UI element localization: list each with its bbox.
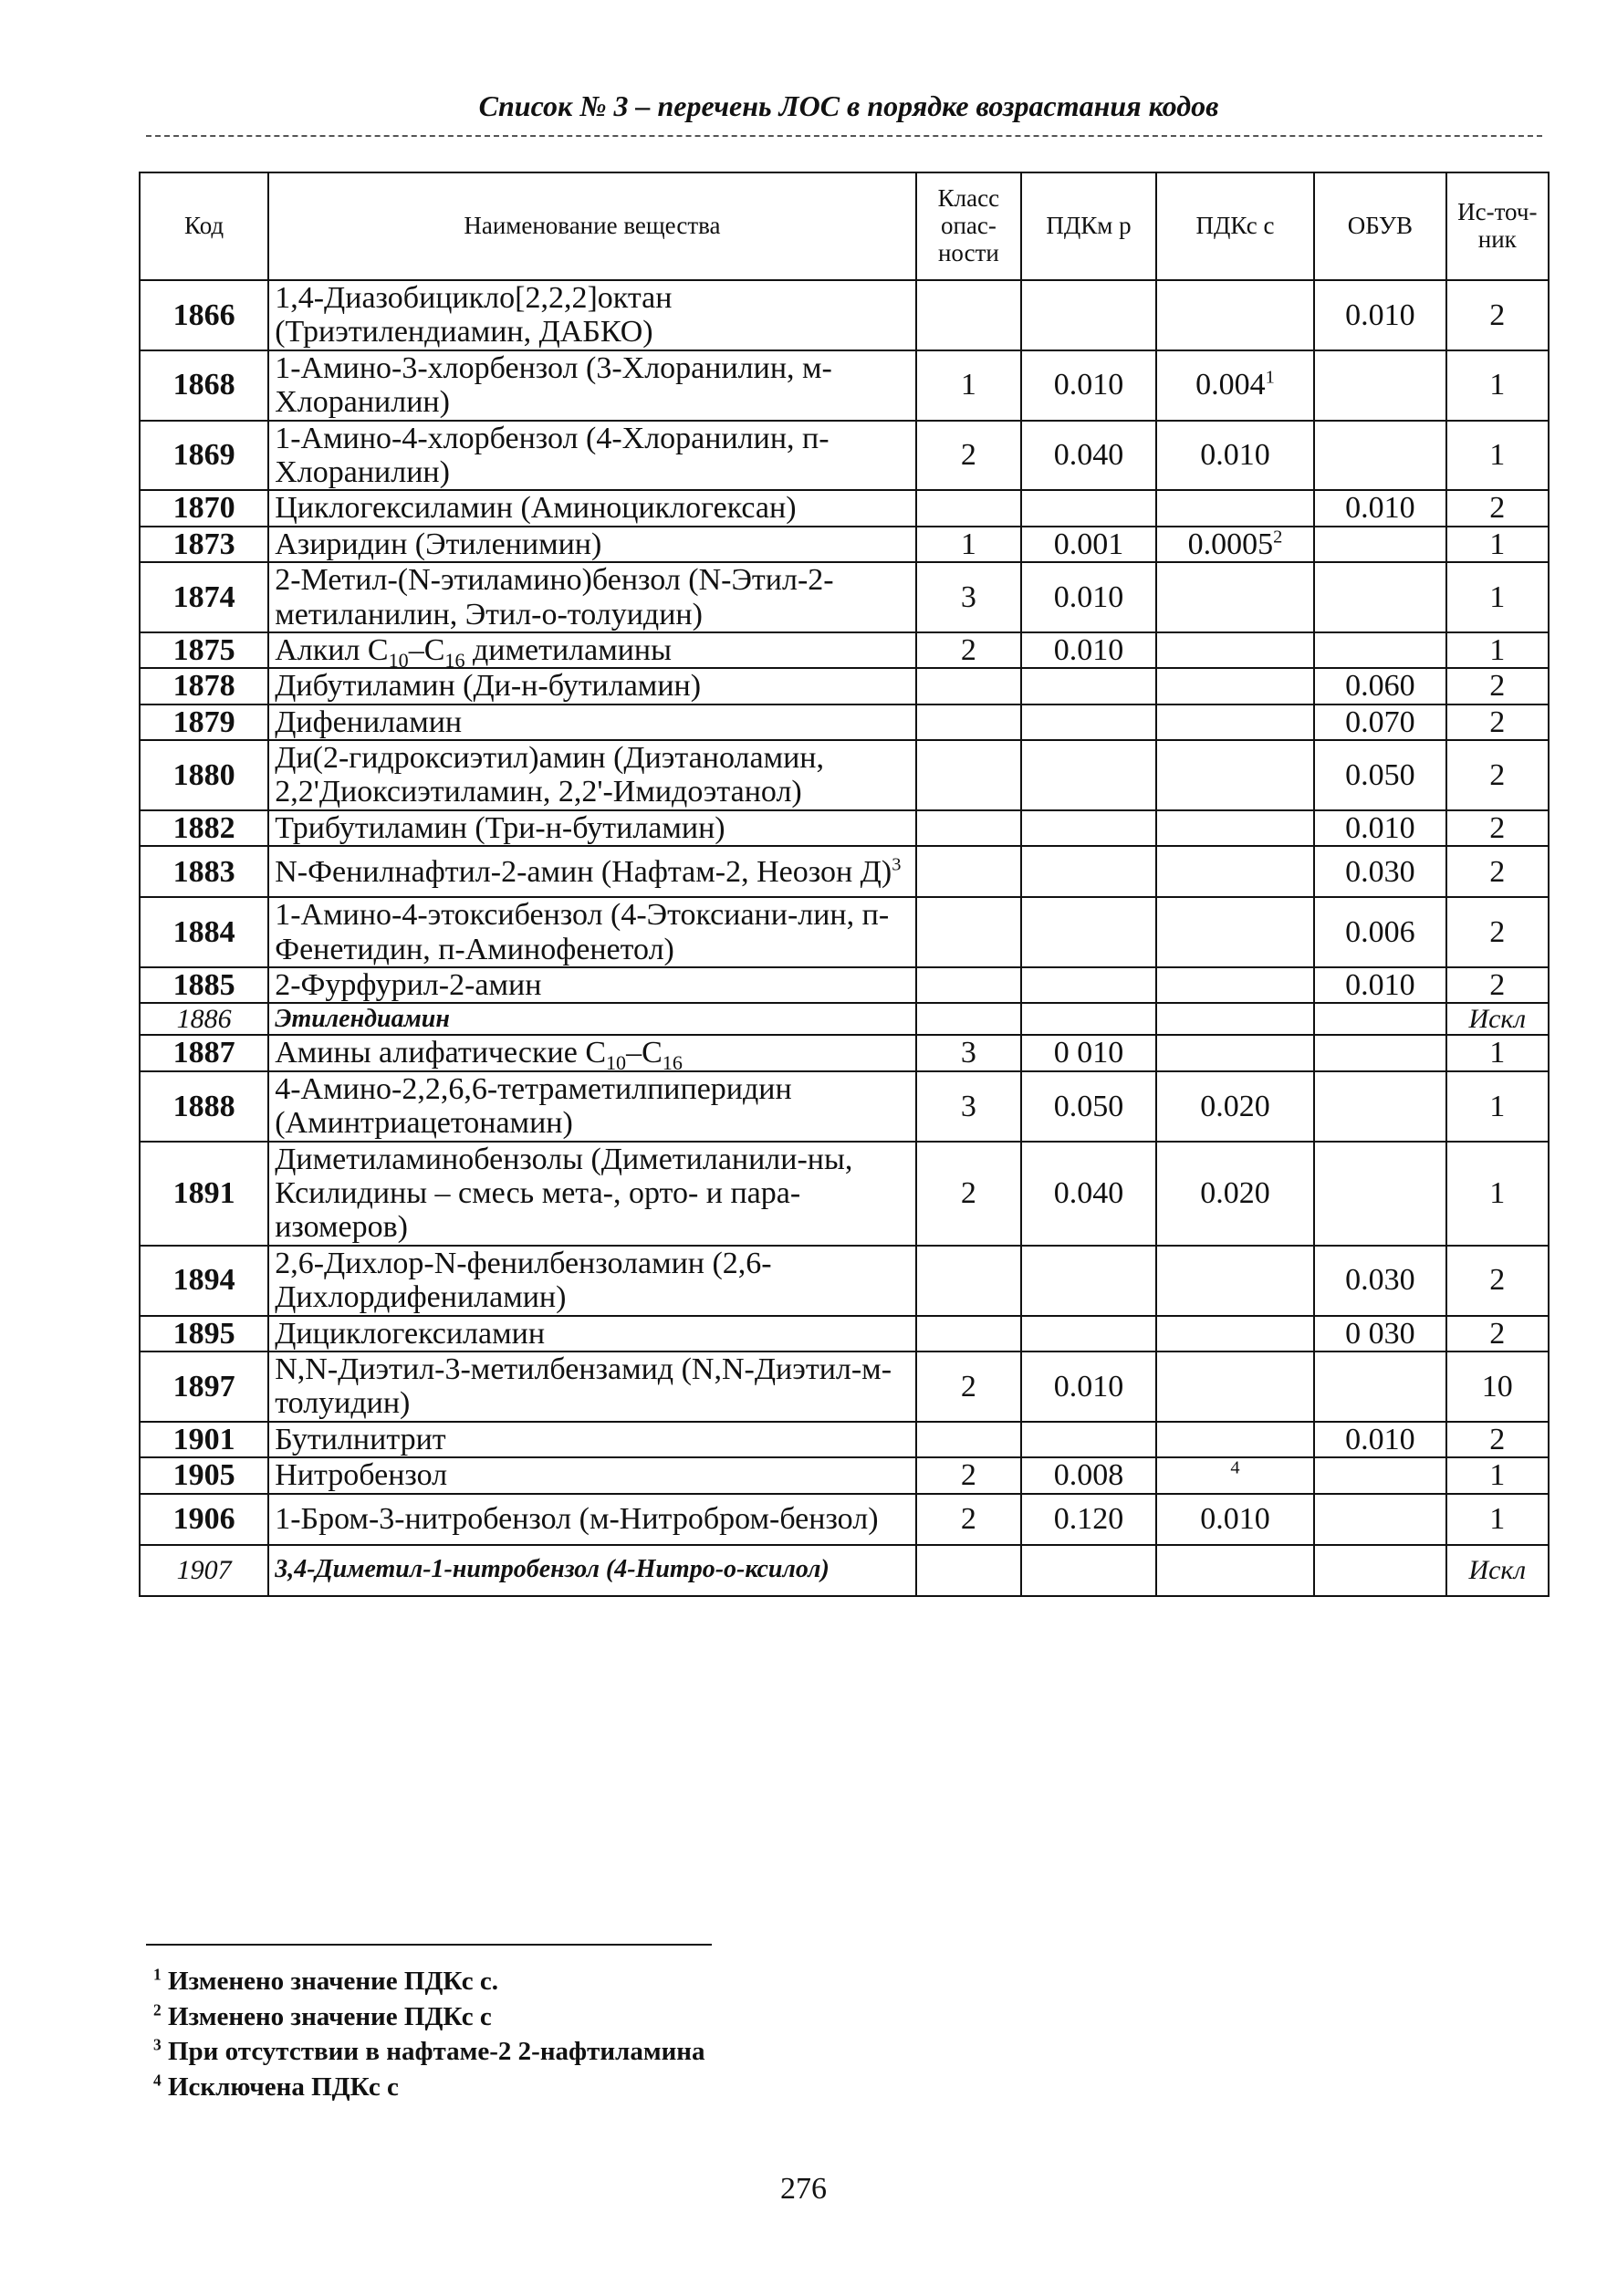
cell-name: Амины алифатические $C_{10}-C_{16}$ <box>268 1035 915 1070</box>
cell-class <box>916 1422 1022 1457</box>
cell-obuv <box>1314 350 1445 421</box>
table-row <box>140 810 1549 846</box>
table-row <box>140 562 1549 632</box>
cell-obuv: 0.010 <box>1314 1422 1445 1457</box>
cell-class <box>916 1246 1022 1316</box>
header-name: Наименование вещества <box>268 172 915 280</box>
cell-source: 2 <box>1446 740 1549 810</box>
cell-class: 3 <box>916 562 1022 632</box>
cell-pdk-mr: 0.001 <box>1021 527 1156 562</box>
cell-class: 2 <box>916 1352 1022 1422</box>
cell-source: 1 <box>1446 1071 1549 1142</box>
cell-pdk-mr <box>1021 1422 1156 1457</box>
cell-obuv <box>1314 527 1445 562</box>
cell-source: 2 <box>1446 490 1549 526</box>
cell-code: 1894 <box>140 1246 268 1316</box>
cell-source: 1 <box>1446 1494 1549 1545</box>
cell-code: 1873 <box>140 527 268 562</box>
cell-source: 2 <box>1446 846 1549 897</box>
cell-obuv: 0.030 <box>1314 846 1445 897</box>
cell-name: Диметиламинобензолы (Диметиланили-ны, Ксилидины – смесь мета-, орто- и пара-изомеров) <box>268 1142 915 1246</box>
cell-obuv: 0.050 <box>1314 740 1445 810</box>
cell-pdk-mr <box>1021 967 1156 1003</box>
table-row <box>140 280 1549 350</box>
footnote-mark: 4 <box>1230 1457 1240 1478</box>
cell-pdk-ss <box>1156 1035 1314 1070</box>
cell-pdk-mr <box>1021 704 1156 740</box>
cell-pdk-ss: 0.0005$^2$ <box>1156 527 1314 562</box>
cell-obuv <box>1314 1494 1445 1545</box>
table-header-row <box>140 172 1549 280</box>
table-row <box>140 897 1549 967</box>
table-row <box>140 1316 1549 1352</box>
cell-class: 2 <box>916 1457 1022 1493</box>
footnote-mark: 3 <box>892 854 902 875</box>
header-class: Класс опас-ности <box>916 172 1022 280</box>
cell-obuv: 0.010 <box>1314 967 1445 1003</box>
cell-pdk-ss <box>1156 897 1314 967</box>
cell-pdk-mr <box>1021 1316 1156 1352</box>
cell-pdk-ss <box>1156 562 1314 632</box>
cell-class: 2 <box>916 421 1022 491</box>
cell-code: 1884 <box>140 897 268 967</box>
table-row <box>140 527 1549 562</box>
cell-class <box>916 1316 1022 1352</box>
footnote-item: $^1$ Изменено значение ПДКс с. <box>153 1965 498 1996</box>
cell-name: 1-Амино-4-этоксибензол (4-Этоксиани-лин, п-Фенетидин, п-Аминофенетол) <box>268 897 915 967</box>
cell-pdk-ss <box>1156 668 1314 704</box>
footnote-item: $^3$ При отсутствии в нафтаме-2 2-нафтиламина <box>153 2035 705 2067</box>
cell-source: Искл <box>1446 1003 1549 1035</box>
cell-pdk-mr <box>1021 490 1156 526</box>
cell-pdk-mr <box>1021 740 1156 810</box>
cell-pdk-mr: 0.050 <box>1021 1071 1156 1142</box>
cell-code: 1868 <box>140 350 268 421</box>
cell-pdk-mr <box>1021 668 1156 704</box>
cell-obuv <box>1314 1142 1445 1246</box>
cell-pdk-mr: 0.010 <box>1021 562 1156 632</box>
cell-pdk-mr: 0.008 <box>1021 1457 1156 1493</box>
table-row <box>140 1142 1549 1246</box>
cell-class: 2 <box>916 632 1022 668</box>
cell-source: 1 <box>1446 527 1549 562</box>
cell-pdk-ss: 0.020 <box>1156 1142 1314 1246</box>
cell-pdk-ss <box>1156 490 1314 526</box>
footnote-divider <box>146 1944 712 1946</box>
cell-code: 1880 <box>140 740 268 810</box>
cell-source: 2 <box>1446 1316 1549 1352</box>
table-row <box>140 350 1549 421</box>
page-title: Список № 3 – перечень ЛОС в порядке возрастания кодов <box>478 89 1219 122</box>
cell-pdk-ss <box>1156 1457 1314 1493</box>
table-row <box>140 1457 1549 1493</box>
cell-pdk-mr: 0 010 <box>1021 1035 1156 1070</box>
cell-name: 2-Фурфурил-2-амин <box>268 967 915 1003</box>
cell-source: 1 <box>1446 1457 1549 1493</box>
cell-pdk-ss: 0.004$^1$ <box>1156 350 1314 421</box>
cell-pdk-mr: 0.120 <box>1021 1494 1156 1545</box>
cell-code: 1905 <box>140 1457 268 1493</box>
cell-name: N,N-Диэтил-3-метилбензамид (N,N-Диэтил-м-толуидин) <box>268 1352 915 1422</box>
header-pdk-ss: ПДКс с <box>1156 172 1314 280</box>
cell-obuv <box>1314 1003 1445 1035</box>
cell-obuv: 0.030 <box>1314 1246 1445 1316</box>
cell-pdk-ss <box>1156 1246 1314 1316</box>
cell-pdk-mr <box>1021 846 1156 897</box>
cell-pdk-ss <box>1156 1545 1314 1596</box>
cell-code: 1885 <box>140 967 268 1003</box>
table-row <box>140 1003 1549 1035</box>
cell-class: 3 <box>916 1035 1022 1070</box>
cell-code: 1887 <box>140 1035 268 1070</box>
cell-name: Азиридин (Этиленимин) <box>268 527 915 562</box>
table-row <box>140 632 1549 668</box>
cell-source: 2 <box>1446 967 1549 1003</box>
cell-source: 2 <box>1446 1422 1549 1457</box>
cell-name: Трибутиламин (Три-н-бутиламин) <box>268 810 915 846</box>
cell-pdk-ss <box>1156 280 1314 350</box>
table-row <box>140 421 1549 491</box>
cell-pdk-mr <box>1021 1003 1156 1035</box>
cell-pdk-ss <box>1156 1316 1314 1352</box>
cell-obuv <box>1314 421 1445 491</box>
cell-name: 1-Бром-3-нитробензол (м-Нитробром-бензол) <box>268 1494 915 1545</box>
cell-code: 1901 <box>140 1422 268 1457</box>
cell-obuv <box>1314 1457 1445 1493</box>
cell-pdk-ss: 0.010 <box>1156 421 1314 491</box>
cell-source: 10 <box>1446 1352 1549 1422</box>
header-obuv: ОБУВ <box>1314 172 1445 280</box>
title-divider <box>146 135 1542 137</box>
cell-obuv: 0.010 <box>1314 810 1445 846</box>
cell-name: Алкил $C_{10}-C_{16}$ диметиламины <box>268 632 915 668</box>
substances-table <box>139 172 1550 1597</box>
cell-source: 2 <box>1446 897 1549 967</box>
footnotes <box>153 1964 705 2104</box>
cell-pdk-ss <box>1156 1003 1314 1035</box>
cell-code: 1875 <box>140 632 268 668</box>
cell-source: 1 <box>1446 632 1549 668</box>
cell-class <box>916 740 1022 810</box>
cell-pdk-mr: 0.010 <box>1021 350 1156 421</box>
cell-class <box>916 280 1022 350</box>
table-body <box>140 280 1549 1596</box>
cell-name: N-Фенилнафтил-2-амин (Нафтам-2, Неозон Д)$^3$ <box>268 846 915 897</box>
cell-obuv: 0.060 <box>1314 668 1445 704</box>
cell-pdk-mr: 0.010 <box>1021 1352 1156 1422</box>
cell-name: Дибутиламин (Ди-н-бутиламин) <box>268 668 915 704</box>
cell-name: Этилендиамин <box>268 1003 915 1035</box>
cell-name: 2-Метил-(N-этиламино)бензол (N-Этил-2-метиланилин, Этил-о-толуидин) <box>268 562 915 632</box>
cell-code: 1888 <box>140 1071 268 1142</box>
cell-code: 1895 <box>140 1316 268 1352</box>
cell-code: 1869 <box>140 421 268 491</box>
cell-pdk-ss <box>1156 632 1314 668</box>
header-pdk-mr: ПДКм р <box>1021 172 1156 280</box>
cell-source: 2 <box>1446 810 1549 846</box>
cell-source: 2 <box>1446 668 1549 704</box>
cell-class <box>916 846 1022 897</box>
table-row <box>140 1246 1549 1316</box>
cell-obuv <box>1314 1035 1445 1070</box>
cell-code: 1870 <box>140 490 268 526</box>
cell-class: 3 <box>916 1071 1022 1142</box>
table-row <box>140 490 1549 526</box>
footnote-mark: 2 <box>1273 527 1283 548</box>
cell-name: 1,4-Диазобицикло[2,2,2]октан (Триэтилендиамин, ДАБКО) <box>268 280 915 350</box>
cell-pdk-mr: 0.040 <box>1021 421 1156 491</box>
cell-pdk-ss <box>1156 704 1314 740</box>
cell-class: 1 <box>916 527 1022 562</box>
cell-obuv: 0.010 <box>1314 490 1445 526</box>
cell-source: 2 <box>1446 704 1549 740</box>
cell-obuv: 0.070 <box>1314 704 1445 740</box>
cell-obuv <box>1314 1352 1445 1422</box>
cell-pdk-mr <box>1021 1246 1156 1316</box>
cell-name: 2,6-Дихлор-N-фенилбензоламин (2,6-Дихлордифениламин) <box>268 1246 915 1316</box>
cell-pdk-ss <box>1156 1352 1314 1422</box>
cell-class <box>916 967 1022 1003</box>
cell-pdk-ss: 0.010 <box>1156 1494 1314 1545</box>
table-row <box>140 846 1549 897</box>
cell-obuv: 0.010 <box>1314 280 1445 350</box>
cell-code: 1879 <box>140 704 268 740</box>
cell-pdk-ss <box>1156 740 1314 810</box>
page-number: 276 <box>780 2172 827 2206</box>
cell-code: 1906 <box>140 1494 268 1545</box>
table-row <box>140 1352 1549 1422</box>
cell-source: 2 <box>1446 280 1549 350</box>
cell-pdk-ss <box>1156 967 1314 1003</box>
cell-code: 1886 <box>140 1003 268 1035</box>
cell-pdk-mr: 0.040 <box>1021 1142 1156 1246</box>
cell-code: 1866 <box>140 280 268 350</box>
cell-class <box>916 668 1022 704</box>
table-row <box>140 1035 1549 1070</box>
cell-class <box>916 1545 1022 1596</box>
cell-pdk-ss <box>1156 846 1314 897</box>
cell-name: 4-Амино-2,2,6,6-тетраметилпиперидин (Аминтриацетонамин) <box>268 1071 915 1142</box>
cell-pdk-ss <box>1156 810 1314 846</box>
footnote-mark: 1 <box>1265 368 1275 389</box>
cell-obuv: 0 030 <box>1314 1316 1445 1352</box>
cell-pdk-mr <box>1021 810 1156 846</box>
cell-pdk-mr <box>1021 280 1156 350</box>
cell-code: 1874 <box>140 562 268 632</box>
table-row <box>140 740 1549 810</box>
cell-name: Циклогексиламин (Аминоциклогексан) <box>268 490 915 526</box>
table-row <box>140 704 1549 740</box>
cell-class: 1 <box>916 350 1022 421</box>
cell-class <box>916 704 1022 740</box>
cell-name: 1-Амино-3-хлорбензол (3-Хлоранилин, м-Хлоранилин) <box>268 350 915 421</box>
cell-source: 1 <box>1446 421 1549 491</box>
cell-pdk-mr <box>1021 1545 1156 1596</box>
cell-class <box>916 490 1022 526</box>
cell-pdk-mr <box>1021 897 1156 967</box>
table-row <box>140 668 1549 704</box>
cell-obuv <box>1314 632 1445 668</box>
cell-obuv <box>1314 562 1445 632</box>
cell-code: 1897 <box>140 1352 268 1422</box>
table-row <box>140 1545 1549 1596</box>
cell-class <box>916 1003 1022 1035</box>
cell-name: Ди(2-гидроксиэтил)амин (Диэтаноламин, 2,2'Диоксиэтиламин, 2,2'-Имидоэтанол) <box>268 740 915 810</box>
cell-pdk-mr: 0.010 <box>1021 632 1156 668</box>
cell-code: 1878 <box>140 668 268 704</box>
footnote-item: $^2$ Изменено значение ПДКс с <box>153 1999 492 2031</box>
cell-code: 1907 <box>140 1545 268 1596</box>
cell-obuv <box>1314 1071 1445 1142</box>
cell-code: 1891 <box>140 1142 268 1246</box>
cell-class <box>916 897 1022 967</box>
footnote-item: $^4$ Исключена ПДКс с <box>153 2071 399 2102</box>
cell-pdk-ss <box>1156 1422 1314 1457</box>
table-row <box>140 1494 1549 1545</box>
cell-name: Дициклогексиламин <box>268 1316 915 1352</box>
header-code: Код <box>140 172 268 280</box>
cell-obuv: 0.006 <box>1314 897 1445 967</box>
header-source: Ис-точ-ник <box>1446 172 1549 280</box>
cell-name: Нитробензол <box>268 1457 915 1493</box>
cell-pdk-ss: 0.020 <box>1156 1071 1314 1142</box>
cell-name: 3,4-Диметил-1-нитробензол (4-Нитро-о-ксилол) <box>268 1545 915 1596</box>
cell-class: 2 <box>916 1494 1022 1545</box>
cell-source: 2 <box>1446 1246 1549 1316</box>
table-row <box>140 1422 1549 1457</box>
cell-code: 1882 <box>140 810 268 846</box>
cell-code: 1883 <box>140 846 268 897</box>
cell-name: Дифениламин <box>268 704 915 740</box>
table-row <box>140 967 1549 1003</box>
cell-obuv <box>1314 1545 1445 1596</box>
cell-class <box>916 810 1022 846</box>
cell-source: 1 <box>1446 1035 1549 1070</box>
cell-source: 1 <box>1446 350 1549 421</box>
cell-source: Искл <box>1446 1545 1549 1596</box>
table-row <box>140 1071 1549 1142</box>
cell-name: Бутилнитрит <box>268 1422 915 1457</box>
cell-source: 1 <box>1446 562 1549 632</box>
cell-name: 1-Амино-4-хлорбензол (4-Хлоранилин, п-Хлоранилин) <box>268 421 915 491</box>
cell-source: 1 <box>1446 1142 1549 1246</box>
cell-class: 2 <box>916 1142 1022 1246</box>
